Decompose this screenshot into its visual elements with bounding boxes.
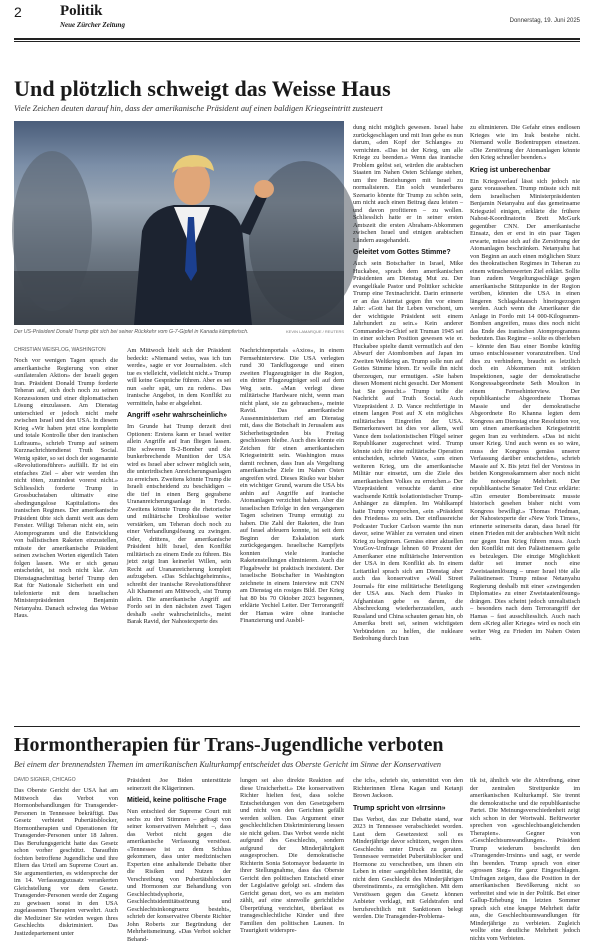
- body-text: Nachrichtenportals «Axios», in einem Fernsehinterview. Die USA verlegten rund 30 Tankflugzeuge und einen zweiten Flugzeugträger in die Region, ein dritter Flugzeugträger soll auf dem Weg sein. «Man verlegt diese militärische Hardware nicht, wenn man nicht plant, sie zu gebrauchen», meinte Ravid. Das amerikanische Aussenministerium rief am Dienstag mit, dass die Botschaft in Jerusalem aus Sicherheitsgründen bis Freitag geschlossen bleibe. Auch dies könnte ein Zeichen für einen amerikanischen Kriegseintritt sein. Washington muss damit rechnen, dass Iran als Vergeltung amerikanische Ziele im Nahen Osten angreifen wird. Dieses Risiko war bisher ein wichtiger Grund, warum die USA bis anhin auf Angriffe auf iranische Atomanlagen verzichtet haben. Aber die israelischen Erfolge in den vergangenen Tagen scheinen Trump ermutigt zu haben. Die Zahl der Raketen, die Iran auf Israel abfeuern konnte, ist seit dem Beginn der Eskalation stark zurückgegangen. Israelische Kampfjets konnten viele iranische Raketenstellungen eliminieren. Auch die Flugabwehr ist praktisch inexistent. Der israelische Botschafter in Washington zeichnete in einem Interview mit CNN am Dienstag ein rosiges Bild. Der Krieg hat 80 bis 70 Oktober 2023 begonnen, erklärte Yechiel Leiter. Der Terrorangriff der Hamas wäre ohne iranische Finanzierung und Ausbil-: [240, 347, 344, 624]
- page-number: 2: [14, 4, 22, 20]
- article2-column-5: [470, 777, 580, 942]
- body-text: dung nicht möglich gewesen. Israel habe zurückgeschlagen und mit Iran gehe es nun darum, «den Kopf der Schlange» zu vernichten. «Das ist der Krieg, um alle Kriege zu beenden.» Wenn das iranische Problem gelöst sei, würden die arabischen Staaten im Nahen Osten Schlange stehen, um ihre Beziehungen mit Israel zu normalisieren. Ein solch wunderbares Szenario könnte für Trump zu schön sein, um nicht auch einen Beitrag dazu leisten – und davon profitieren – zu wollen. Schliesslich hatte er in seiner ersten Amtszeit die ersten Abraham-Abkommen zwischen Israel und einigen arabischen Ländern ausgehandelt.: [353, 124, 463, 244]
- lead: Viele Zeichen deuten darauf hin, dass der amerikanische Präsident auf einen baldigen Kriegseintritt zusteuert: [14, 104, 383, 113]
- masthead: Neue Zürcher Zeitung: [60, 21, 125, 29]
- section-title: Politik: [60, 3, 103, 19]
- body-text: che ich», schrieb sie, unterstützt von den Richterinnen Elena Kagan und Ketanji Brown Jackson.: [353, 777, 463, 799]
- issue-date: Donnerstag, 19. Juni 2025: [509, 18, 580, 24]
- subheading: Geleitet vom Gottes Stimme?: [353, 249, 451, 256]
- body-text: Im Grunde hat Trump derzeit drei Optionen: Erstens kann er Israel weiter allein Angriffe auf Iran fliegen lassen. Die schweren B-2-Bomber und die bunkerbrechende Munition der USA wird es Israel aber schwer möglich sein, die unterirdischen Anreicherungsanlagen zu erreichen. Zweitens könnte Trump die Israeli entscheidend zu beschädigen – die tief in einen Berg gegrabene Urananreicherungsanlage in Fordo. Zweitens könnte Trump die rhetorische und militärische Drohkulisse weiter verstärken, um Teheran doch noch zu einer Verhandlungslösung zu zwingen. Oder, drittens, der amerikanische Präsident hilft Israel, den Konflikt militärisch zu einem Ende zu führen. Bis jetzt zeigt Iran keinerlei Willen, sein Recht auf Urananreicherung komplett aufzugeben. «Das Schlachtgeheimnis», schreibt der iranische Revolutionsführer Ali Khamenei am Mittwoch, «ist Trump allein. Die amerikanische Angriff auf Fordo sei in den nächsten zwei Tagen deshalb «sehr wahrscheinlich», meint Barak Ravid, der Nahostexperte des: [127, 423, 231, 625]
- byline-2: DAVID SIGNER, CHICAGO: [14, 777, 76, 783]
- article2-column-1: [14, 777, 118, 937]
- subheading: Mitleid, keine politische Frage: [127, 797, 227, 804]
- body-text: lungen sei also direkte Reaktion auf diese Unsicherheit.» Die konservativen Richter hielten fest, dass solche Entscheidungen von den Gesetzgebern und nicht von den Gerichten gefällt werden sollten. Das Argument einer geschlechtlichen Diskriminierung liessen sie nicht gelten. Das Verbot werde nicht aufgrund des Geschlechts, sondern aufgrund der Minderjährigkeit ausgesprochen. Die demokratische Richterin Sonia Sotomayor bedauerte in ihrer Stellungnahme, dass das Oberste Gericht den politischen Entscheid einer der Legislative gefolgt sei. «Indem das Gericht genau dort, wo es am meisten zählt, auf eine sinnvolle gerichtliche Überprüfung verzichtet, überlässt es transgeschlechtliche Kinder und ihre Familien den politischen Launen. In Traurigkeit widerspre-: [240, 777, 344, 934]
- body-text: Am Mittwoch hielt sich der Präsident bedeckt: «Niemand weiss, was ich tun werde», sagte er vor Journalisten. «Ich tue es vielleicht, vielleicht nicht.» Trump will keine Gespräche führen. Aber es sei nun «sehr spät, um zu reden». Das iranische Angebot, in dem Konflikt zu vermitteln, habe er abgelehnt.: [127, 347, 231, 407]
- subheading: Krieg ist unberechenbar: [470, 166, 551, 174]
- subheading: Angriff «sehr wahrscheinlich»: [127, 412, 227, 419]
- header-rule: [14, 38, 580, 40]
- lead-2: Bei einem der brennendsten Themen im amerikanischen Kulturkampf entscheidet das Oberste Gericht im Sinne der Konservativen: [14, 760, 441, 769]
- article-separator: [14, 726, 580, 727]
- header-rule-thin: [14, 41, 580, 42]
- article1-column-2: [127, 347, 231, 722]
- article1-column-3: [240, 347, 344, 722]
- article2-column-2: [127, 777, 231, 943]
- page-header: [14, 4, 580, 38]
- body-text: Das Verbot, das zur Debatte stand, war 2023 in Tennessee verabschiedet worden. Laut dem Gesetzestext soll es Minderjährige davor schützen, wegen ihres Geschlechts unter Druck zu geraten. Tennessee vermeidet Pubertätsblocker und Hormone zu verschreiben, um ihnen ein Leben in einer «angeblichen Identität, die nicht dem Geschlecht des Minderjährigen übereinstimmt», zu ermöglichen. Mit dem Verstössen gegen das Gesetz können Anbieter verklagt, mit Geldstrafen und berufsrechtlich mit Sanktionen belegt werden. Die Transgender-Problema-: [353, 815, 463, 920]
- article1-column-4: [353, 124, 463, 722]
- news-photo: [14, 121, 344, 325]
- article2-column-4: [353, 777, 463, 920]
- article1-column-5: [470, 124, 580, 722]
- body-text: Präsident Joe Biden unterstützte seinerzeit die Klägerinnen.: [127, 777, 231, 792]
- headline: Und plötzlich schweigt das Weisse Haus: [14, 76, 391, 101]
- body-text: Nun entschied der Supreme Court mit sechs zu drei Stimmen – gefragt von seiner konservativen Mehrheit –, dass das Verbot nicht gegen die amerikanische Verfassung verstösst. «Tennessee ist zu dem Schluss gekommen, dass unter medizinischen Experten eine anhaltende Debatte über die Risiken und Nutzen der Verschreibung von Pubertätsblockern und Hormonen zur Behandlung von Geschlechtsdysphorie, Geschlechtsidentitätsstörung und Geschlechtsinkongruenz besteht», schrieb der konservative Oberste Richter John Roberts zur Begründung der Mehrheitsmeinung. «Das Verbot solcher Behand-: [127, 808, 231, 943]
- byline: CHRISTIAN WEISFLOG, WASHINGTON: [14, 347, 106, 353]
- subheading: Trump spricht von «Irrsinn»: [353, 804, 446, 812]
- body-text: Ein Kriegsverlauf lässt sich jedoch nie ganz voraussehen. Trump müsste sich mit dem israelischen Ministerpräsidenten Benjamin Netanyahu auf das gemeinsame Kriegsziel einigen, erklärte die frühere Nahost-Koordinatorin Brett McGurk gegenüber CNN. Der amerikanische Einsatz, den er erst in ein paar Tagen erwarte, müsse sich auf die Zerstörung der Atomanlagen beschränken. Netanyahu hat von Beginn an auch einen möglichen Sturz des theokratischen Regimes in Teheran zu einem wünschenswerten Ziel erklärt. Sollte Iran zudem Vergeltungsschläge gegen amerikanische Stützpunkte in der Region verüben, könnten die USA in einen längeren Schlagabtausch hineingezogen werden. Auch wenn die Amerikaner die Anlage in Fordo mit 14 000-Kilogramm-Bomben angreifen, muss dies noch nicht das Ende des iranischen Atomprogramms bedeuten. Das Regime – sollte es überleben – könnte den Bau einer Bombe künftig umso entschlossener voranzutreiben. Und dies zu verhindern, braucht es letztlich doch ein Abkommen mit strikten Inspektionen, sagte der demokratische Kongressabgeordnete Seth Moulton in einem Fernsehinterview. Der republikanische Abgeordnete Thomas Massie und der demokratische Abgeordnete Ro Khanna legten dem Kongress am Dienstag eine Resolution vor, um einen amerikanischen Kriegseintritt gegen Iran zu verhindern. «Das ist nicht unser Krieg. Und auch wenn es so wäre, muss der Kongress gemäss unserer Verfassung darüber entscheiden», schrieb Massie auf X. Bis jetzt fiel der Vorstoss in beiden Kongresskammern aber noch nicht die notwendige Mehrheit. Der republikanische Senator Ted Cruz erklärte: «Ein erneuter Bombereinsatz musste historisch gesehen bisher nicht vom Kongress bewilligt.» Thomas Friedman, der Nahostexperte der «New York Times», erinnerte seinerseits daran, dass Israel für einen Frieden mit der arabischen Welt nicht nur gegen Iran Krieg führen muss. Auch den Konflikt mit den Palästinensern gelte es beizulegen. Die einzige Möglichkeit dafür sei immer noch eine Zweistaatenlösung – unser Israel töte alle Palästinenser. Trump müsse Netanyahu Regierung deshalb mit einer «zwingenden Diplomatie» zu einer Zweistaatenlösung» drängen. Dies scheint jedoch unrealistisch – besonders nach dem Terrorangriff der Hamas – fast ausschliesslich. Auch nach dem «Krieg aller Kriege» wird es noch ein weiter Weg zu Frieden im Nahen Osten sein.: [470, 177, 580, 642]
- photo-caption: [14, 329, 344, 335]
- body-text: zu eliminieren. Die Gefahr eines endlosen Krieges wie im Irak bestehe nicht. Niemand wolle Bodentruppen einsetzen. «Die Zerstörung der Atomanlagen könnte den Krieg schneller beenden.»: [470, 124, 580, 161]
- body-text: tik ist, ähnlich wie die Abtreibung, einer der zentralen Streitpunkte im amerikanischen Kulturkampf. Sie trennt die demokratische und die republikanische Partei. Die Meinungsverschiedenheit zeigt sich schon in der Wortwahl. Befürworter sprechen von «geschlechtsangleichenden Therapien». Gegner von «Geschlechtsumwandlungen». Präsident Trump wiederum beschreibt den «Transgender-Irrsinn» und sagt, er werde ihn beenden. Trump sprach von einer «grossen Sieg» für ganz Eingeschlagen. Umfragen zeigen, dass die Position in der amerikanischen Bevölkerung nicht so verbreitet sind wie in der Politik. Bei einer Gallup-Erhebung im letzten Sommer sprach sich eine knappe Mehrheit dafür aus, die Geschlechtsumwandlungen für Minderjährige zu verbieten. Zugleich wollte eine deutliche Mehrheit jedoch nichts vom Verbieten.: [470, 777, 580, 942]
- headline-2: Hormontherapien für Trans-Jugendliche verboten: [14, 734, 444, 756]
- body-text: Noch vor wenigen Tagen sprach die amerikanische Regierung von einer «unilateralen Aktion» der Israeli gegen Iran. Präsident Donald Trump forderte Teheran auf, sich doch noch zu seinen Konzessionen und einer diplomatischen Lösung einzulassen. Am Dienstag unterschied er jedoch nicht mehr zwischen Israel und den USA. In diesem Krieg «Wir haben jetzt eine komplette und totale Kontrolle über den iranischen Luftraum», schrieb Trump auf seinem Kurznachrichtendienst Truth Social. Wenig später, so sei doch der sogenannte «Revolutionsführer» auffällt. Er ist ein einfaches Ziel – aber wir werden ihn nicht töten, zumindest vorerst nicht.» Schliesslich forderte Trump in Grossbuchstaben ultimativ eine «bedingungslose Kapitulation» des iranischen Regimes. Der amerikanische Präsident übte sich damit weit aus dem Fenster. Willigt Teheran nicht ein, sein Atomprogramm und die Entwicklung von ballistischen Raketen einzustellen, müsste der amerikanische Präsident seinen zwischen Worten eigentlich Taten folgen lassen. Wie er sich genau entscheidet, ist noch nicht klar. Am Dienstagnachmittag berief Trump den Rat für Nationale Sicherheit ein und telefonierte mit dem israelischen Ministerpräsidenten Benjamin Netanyahu. Danach schwieg das Weisse Haus.: [14, 357, 118, 619]
- photo-illustration: [14, 121, 344, 325]
- body-text: Das Oberste Gericht der USA hat am Mittwoch das Verbot von Hormonbehandlungen für Transgender-Personen in Tennessee bekräftigt. Das Gesetz verbietet Pubertätsblocker, Hormontherapien und Operationen für Transgender-Personen unter 18 Jahren. Das Berufungsgericht hatte das Gesetz schon vorher geschützt. Daraufhin fochten betroffene Jugendliche und ihre Eltern das Urteil am Supreme Court an. Sie argumentierten, es widerspreche der im 14. Verfassungszusatz verankerten Gleichstellung vor dem Gesetz. Transgender-Personen werde der Zugang zu gewissen sonst in den USA zugelassenen Therapien verwehrt. Auch die Mediziner Sie würden wegen ihres Geschlechts diskriminiert. Das Justizdepartement unter: [14, 787, 118, 937]
- photo-credit: KEVIN LAMARQUE / REUTERS: [285, 329, 344, 334]
- article2-column-3: [240, 777, 344, 934]
- body-text: Auch sein Botschafter in Israel, Mike Huckabee, sprach dem amerikanischen Präsidenten am Dienstag Mut zu. Der evangelikale Pastor und Politiker schickte Trump eine Textnachricht. Darin erinnerte er an das Attentat gegen ihn vor einem Jahr: «Gott hat Ihr Leben verschont, um der wichtigste Präsident seit einem Jahrhundert zu sein.» Kein anderer Commander-in-Chief seit Truman 1945 sei in einer solchen Position gewesen wie er. Huckabee spielte damit vermutlich auf den Abwurf der Atombomben auf Japan im Zweiten Weltkrieg an. Trump solle nun auf Gottes Stimme hören. Er wolle ihn nicht überzeugen, nur ermutigen. «Sie haben diesen Moment nicht gesucht. Der Moment hat Sie gesucht.» Trump teilte die Nachricht auf Truth Social. Auch Vizepräsident J. D. Vance rechtfertigte in einem langen Post auf X ein mögliches militärisches Eingreifen der USA. Bemerkenswert ist dies vor allem, weil Vance dem isolationistischen Flügel seiner Republikaner zugerechnet wird. Trump könnte sich für eine militärische Operation entscheiden, schrieb Vance, «um einen weiteren Krieg, um die amerikanische Militär nur einsetzt, um die Ziele des amerikanischen Volkes zu erreichen.» Der Vizepräsident versuchte damit eine wachsende Kritik isolationistischer Trump-Anhänger zu dämpfen. Im Wahlkampf hatte Trump versprochen, «ein «Präsident des Friedens» zu sein. Der einflussreiche Podcaster Tucker Carlson warnte ihn nun davor, seine Wähler zu verraten und einen Krieg zu beginnen. Gemäss einer aktuellen YouGov-Umfrage lehnen 60 Prozent der Amerikaner eine militärische Intervention der USA in dem Konflikt ab. In einem Leitartikel sprach sich am Dienstag aber auch das konservative «Wall Street Journal» für eine militärische Beteiligung der USA aus. Nach dem Fiasko in Afghanistan gebe es darum, die Abschreckung wiederherzustellen, auch Russland und China schauten genau hin, ob Amerika breit sei, seinen wichtigsten Verbündeten zu helfen, die nukleare Bedrohung durch Iran: [353, 260, 464, 642]
- article1-column-1: [14, 347, 118, 722]
- caption-text: Der US-Präsident Donald Trump gibt sich bei seiner Rückkehr vom G-7-Gipfel in Kanada kämpferisch.: [14, 329, 249, 335]
